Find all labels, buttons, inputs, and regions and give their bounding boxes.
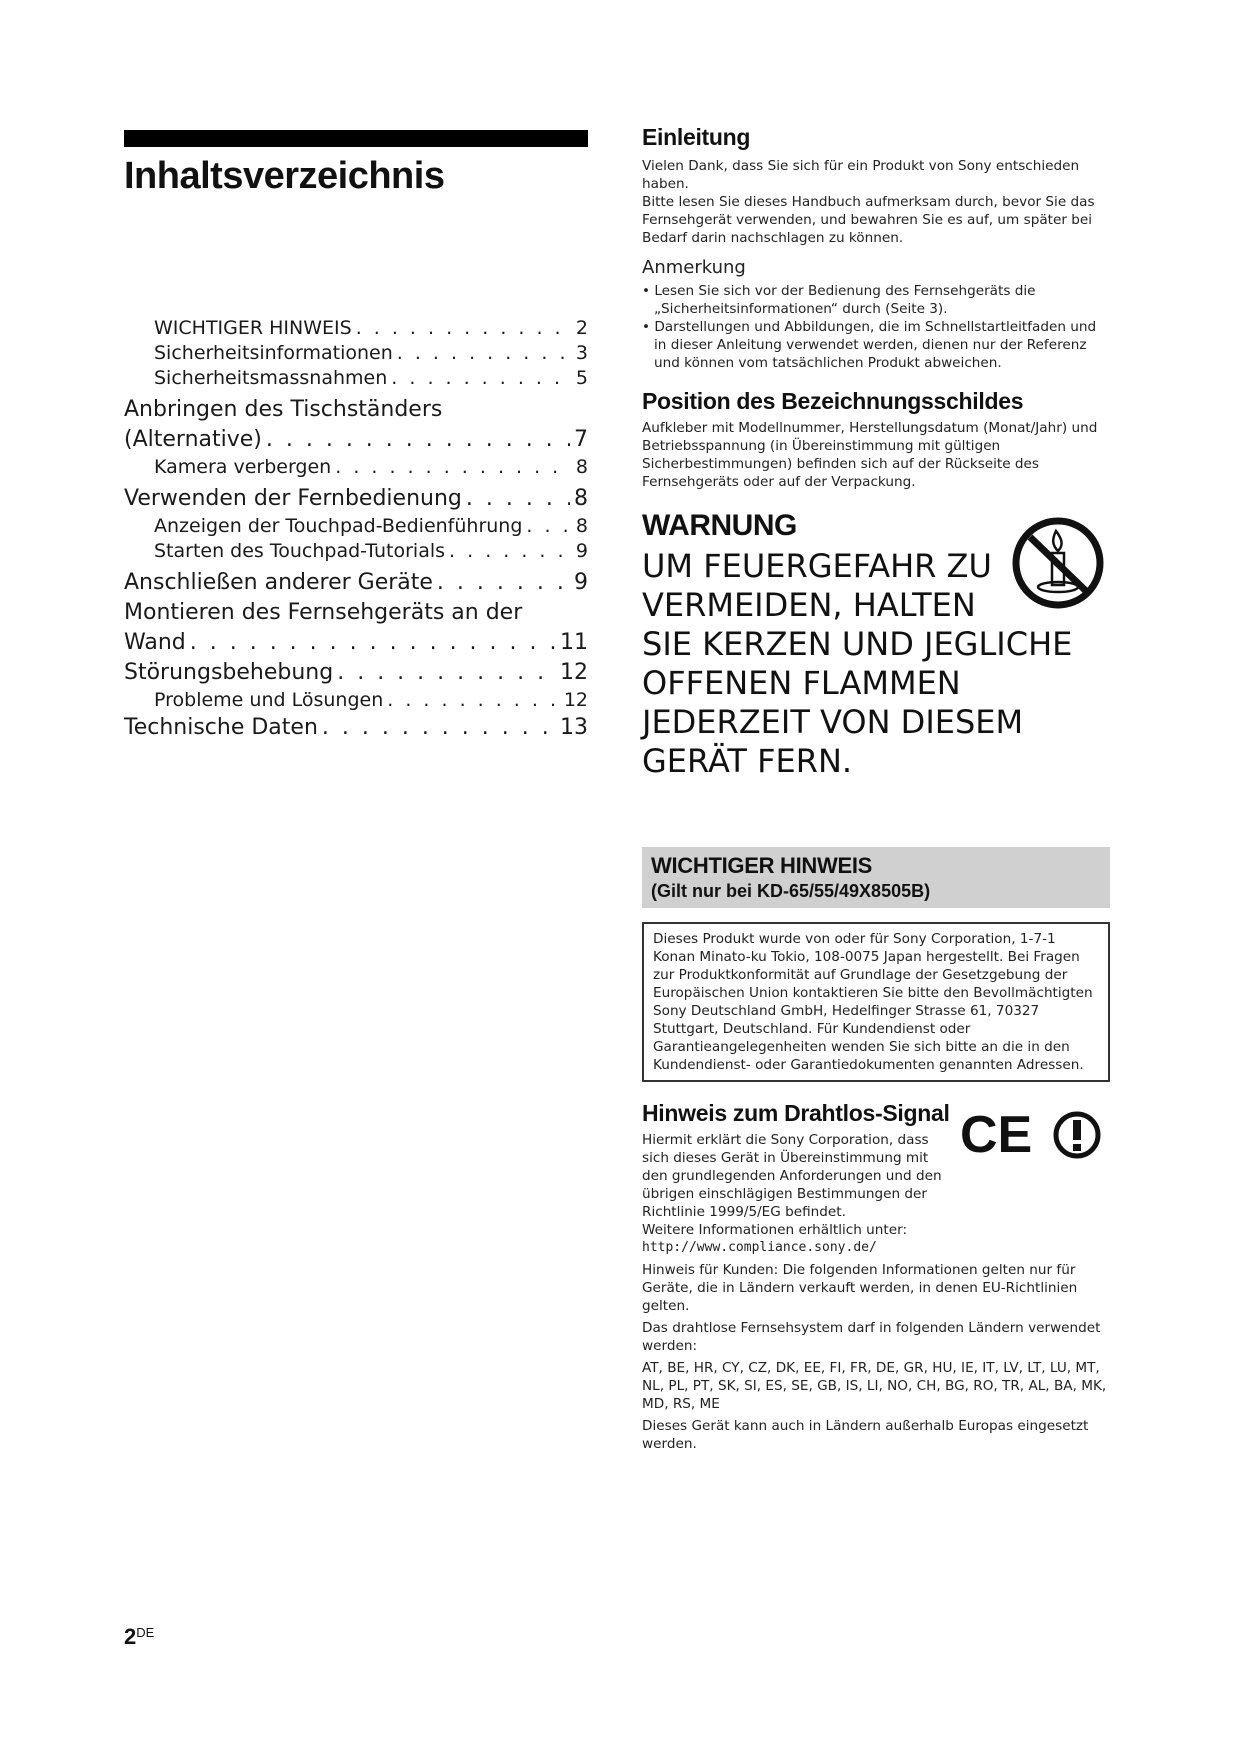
toc-leader: [190, 628, 556, 658]
toc-entry-page: 7: [574, 427, 588, 452]
toc-entry[interactable]: [124, 514, 588, 539]
alert-circle-icon: [1052, 1110, 1102, 1160]
toc-leader: [387, 688, 560, 713]
toc-leader: [397, 341, 570, 366]
page-number: [124, 1624, 154, 1650]
toc-leader: [526, 514, 570, 539]
toc-entry[interactable]: [124, 341, 588, 366]
page-number-value: 2: [124, 1624, 137, 1649]
warning-line: OFFENEN FLAMMEN: [642, 664, 961, 702]
wireless-paragraph: Hiermit erklärt die Sony Corporation, dass sich dieses Gerät in Übereinstimmung mit den grundlegenden Anforderungen und den übrigen einschlägigen Bestimmungen der Richtlinie 1999/5/EG befindet.: [642, 1132, 942, 1220]
wireless-paragraph: Hinweis für Kunden: Die folgenden Informationen gelten nur für Geräte, die in Ländern verkauft werden, in denen EU-Richtlinien gelten.: [642, 1262, 1078, 1314]
toc-entry-label: Starten des Touchpad-Tutorials: [154, 540, 446, 562]
toc-list: [124, 316, 588, 743]
toc-entry[interactable]: [124, 658, 588, 688]
toc-column: [124, 130, 588, 743]
toc-entry-label: Anzeigen der Touchpad-Bedienführung: [154, 515, 523, 537]
toc-entry-page: 8: [575, 515, 588, 537]
toc-entry-page: 8: [575, 456, 588, 478]
toc-entry-page: 13: [560, 715, 588, 740]
content-column: [642, 124, 1110, 1453]
intro-paragraph: Vielen Dank, dass Sie sich für ein Produkt von Sony entschieden haben.: [642, 158, 1080, 192]
warning-title: WARNUNG: [642, 509, 797, 542]
toc-entry[interactable]: [124, 484, 588, 514]
note-bullet: • Darstellungen und Abbildungen, die im Schnellstartleitfaden und in dieser Anleitung verwendet werden, dienen nur der Referenz und können vom tatsächlichen Produkt abweichen.: [642, 318, 1110, 372]
toc-leader: [449, 539, 570, 564]
wireless-section: [642, 1100, 1110, 1453]
toc-entry-label: WICHTIGER HINWEIS: [154, 317, 352, 339]
ce-mark-text: CE: [960, 1108, 1033, 1158]
toc-rule: [124, 130, 588, 147]
page-language: DE: [136, 1625, 155, 1640]
toc-entry-label: Sicherheitsinformationen: [154, 342, 393, 364]
label-position-text: Aufkleber mit Modellnummer, Herstellungsdatum (Monat/Jahr) und Betriebsspannung (in Übereinstimmung mit gültigen Sicherbestimmungen) befinden sich auf der Rückseite des Fernsehgeräts oder auf der Verpackung.: [642, 420, 1098, 490]
toc-entry-label: (Alternative): [124, 427, 262, 452]
toc-entry-page: 2: [575, 317, 588, 339]
toc-leader: [466, 484, 570, 514]
toc-entry-label: Sicherheitsmassnahmen: [154, 367, 388, 389]
toc-leader: [437, 568, 570, 598]
wireless-paragraph: Das drahtlose Fernsehsystem darf in folgenden Ländern verwendet werden:: [642, 1320, 1101, 1354]
toc-leader: [337, 658, 556, 688]
important-notice-header: [642, 847, 1110, 908]
toc-leader: [266, 425, 570, 455]
toc-leader: [322, 713, 556, 743]
toc-entry[interactable]: [124, 688, 588, 713]
toc-leader: [335, 455, 570, 480]
wireless-heading: Hinweis zum Drahtlos-Signal: [642, 1100, 950, 1126]
toc-entry-label: Störungsbehebung: [124, 660, 334, 685]
intro-paragraph: Bitte lesen Sie dieses Handbuch aufmerksam durch, bevor Sie das Fernsehgerät verwenden, und bewahren Sie es auf, um später bei Bedarf darin nachschlagen zu können.: [642, 194, 1095, 246]
toc-entry-label-line1[interactable]: Montieren des Fernsehgeräts an der: [124, 600, 523, 625]
country-list: AT, BE, HR, CY, CZ, DK, EE, FI, FR, DE, GR, HU, IE, IT, LV, LT, LU, MT, NL, PL, PT, SK, SI, ES, SE, GB, IS, LI, NO, CH, BG, RO, TR, AL, BA, MK, MD, RS, ME: [642, 1360, 1107, 1412]
note-heading: Anmerkung: [642, 257, 746, 278]
warning-line: VERMEIDEN, HALTEN: [642, 586, 976, 624]
warning-line: GERÄT FERN.: [642, 742, 853, 780]
toc-entry[interactable]: [124, 568, 588, 598]
ce-mark-icon: [960, 1108, 1040, 1158]
wireless-more-info: Weitere Informationen erhältlich unter:: [642, 1222, 908, 1238]
important-notice-box: Dieses Produkt wurde von oder für Sony Corporation, 1-7-1 Konan Minato-ku Tokio, 108-0075 Japan hergestellt. Bei Fragen zur Produktkonformität auf Grundlage der Gesetzgebung der Europäischen Union kontaktieren Sie bitte den Bevollmächtigten Sony Deutschland GmbH, Hedelfinger Strasse 61, 70327 Stuttgart, Deutschland. Für Kundendienst oder Garantieangelegenheiten wenden Sie sich bitte an die in den Kundendienst- oder Garantiedokumenten genannten Adressen.: [642, 922, 1110, 1082]
warning-line: JEDERZEIT VON DIESEM: [642, 703, 1024, 741]
note-bullet: • Lesen Sie sich vor der Bedienung des Fernsehgeräts die „Sicherheitsinformationen“ durch (Seite 3).: [642, 282, 1110, 318]
toc-entry[interactable]: [124, 366, 588, 391]
warning-line: UM FEUERGEFAHR ZU: [642, 547, 992, 585]
toc-entry-page: 9: [575, 540, 588, 562]
toc-entry-page: 8: [574, 486, 588, 511]
toc-entry[interactable]: [124, 425, 588, 455]
toc-entry[interactable]: [124, 316, 588, 341]
toc-entry-label: Verwenden der Fernbedienung: [124, 486, 462, 511]
toc-leader: [391, 366, 570, 391]
toc-entry-label: Wand: [124, 630, 186, 655]
toc-entry-label: Technische Daten: [124, 715, 318, 740]
toc-entry-label: Probleme und Lösungen: [154, 689, 384, 711]
toc-entry-page: 12: [560, 660, 588, 685]
toc-entry-page: 3: [575, 342, 588, 364]
toc-entry[interactable]: [124, 455, 588, 480]
toc-entry-page: 11: [560, 630, 588, 655]
toc-title: Inhaltsverzeichnis: [124, 155, 445, 197]
important-notice-subtitle: (Gilt nur bei KD-65/55/49X8505B): [651, 881, 931, 901]
no-candles-icon: [1010, 515, 1106, 611]
label-position-heading: Position des Bezeichnungsschildes: [642, 388, 1024, 414]
important-notice-title: WICHTIGER HINWEIS: [651, 853, 873, 878]
wireless-paragraph: Dieses Gerät kann auch in Ländern außerhalb Europas eingesetzt werden.: [642, 1418, 1089, 1452]
toc-entry-page: 9: [574, 570, 588, 595]
warning-block: [642, 509, 1110, 781]
warning-line: SIE KERZEN UND JEGLICHE: [642, 625, 1073, 663]
compliance-link[interactable]: http://www.compliance.sony.de/: [642, 1240, 877, 1255]
toc-entry-label-line1[interactable]: Anbringen des Tischständers: [124, 397, 443, 422]
toc-leader: [356, 316, 570, 341]
toc-entry[interactable]: [124, 713, 588, 743]
toc-entry-label: Kamera verbergen: [154, 456, 332, 478]
toc-entry-page: 5: [575, 367, 588, 389]
toc-entry[interactable]: [124, 539, 588, 564]
toc-entry-page: 12: [563, 689, 588, 711]
toc-entry[interactable]: [124, 628, 588, 658]
toc-entry-label: Anschließen anderer Geräte: [124, 570, 433, 595]
intro-heading: Einleitung: [642, 124, 751, 150]
